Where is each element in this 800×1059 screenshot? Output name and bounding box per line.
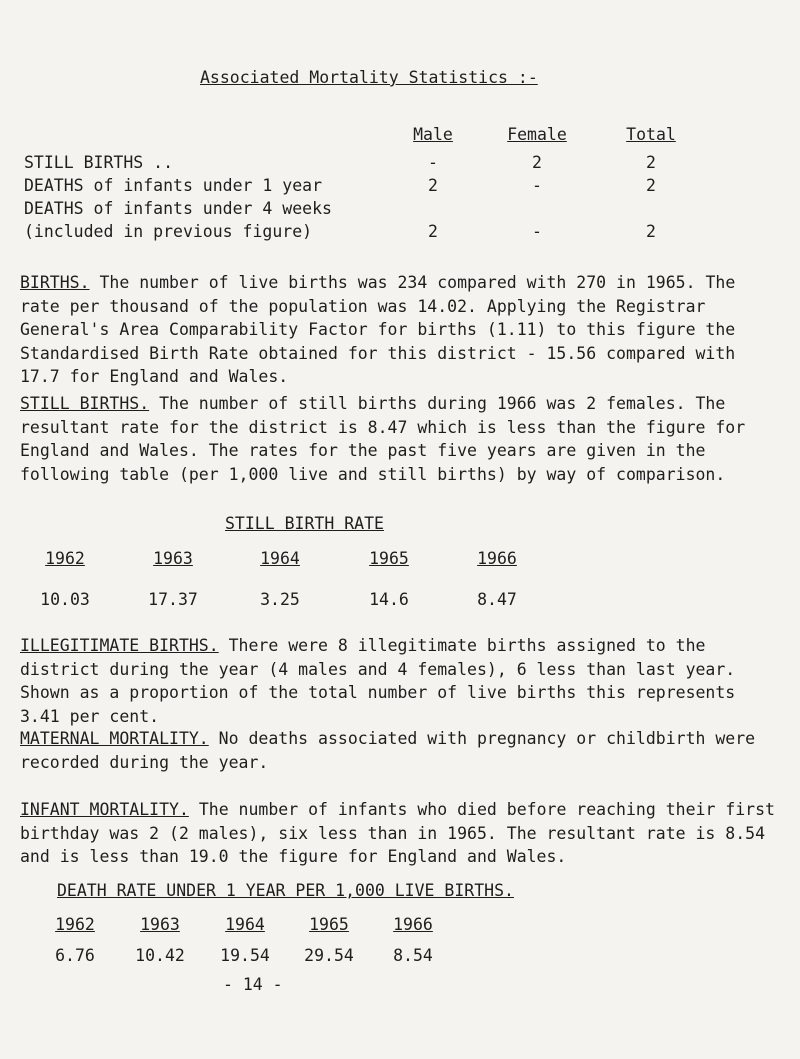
infant-paragraph [20, 798, 780, 869]
row-label: STILL BIRTHS .. [24, 153, 174, 172]
row-label: DEATHS of infants under 4 weeks [24, 199, 332, 218]
year-header: 1965 [309, 915, 349, 934]
illegitimate-paragraph [20, 634, 780, 728]
year-header: 1962 [55, 915, 95, 934]
year-header: 1962 [45, 549, 85, 568]
maternal-text: No deaths associated with pregnancy or childbirth were recorded during the year. [20, 729, 756, 772]
maternal-paragraph [20, 727, 780, 774]
rate-value: 17.37 [148, 590, 198, 609]
illegitimate-text: There were 8 illegitimate births assigned to the district during the year (4 males and 4 females), 6 less than last year. Shown as a proportion of the total number of live births this represents 3.41 per cent. [20, 636, 736, 726]
row-label-note: (included in previous figure) [24, 222, 313, 241]
infant-heading: INFANT MORTALITY. [20, 800, 189, 819]
year-header: 1965 [369, 549, 409, 568]
row-label: DEATHS of infants under 1 year [24, 176, 323, 195]
rate-value: 10.42 [135, 946, 185, 965]
cell-male: 2 [428, 176, 438, 195]
births-paragraph [20, 271, 780, 389]
infant-text: The number of infants who died before reaching their first birthday was 2 (2 males), six less than in 1965. The resultant rate is 8.54 and is less than 19.0 the figure for England and Wales. [20, 800, 775, 866]
header-female: Female [507, 125, 567, 144]
rate-value: 3.25 [260, 590, 300, 609]
maternal-heading: MATERNAL MORTALITY. [20, 729, 209, 748]
rate-value: 14.6 [369, 590, 409, 609]
year-header: 1963 [153, 549, 193, 568]
still-births-text: The number of still births during 1966 was 2 females. The resultant rate for the district is 8.47 which is less than the figure for England and Wales. The rates for the past five years are given in the following table (per 1,000 live and still births) by way of comparison. [20, 394, 746, 484]
rate-value: 8.47 [477, 590, 517, 609]
illegitimate-heading: ILLEGITIMATE BIRTHS. [20, 636, 219, 655]
year-header: 1964 [225, 915, 265, 934]
page-number: - 14 - [223, 975, 283, 994]
year-header: 1966 [477, 549, 517, 568]
births-text: The number of live births was 234 compared with 270 in 1965. The rate per thousand of the population was 14.02. Applying the Registrar General's Area Comparability Factor for births (1.11) to this figure the Standardised Birth Rate obtained for this district - 15.56 compared with 17.7 for England and Wales. [20, 273, 736, 386]
births-heading: BIRTHS. [20, 273, 90, 292]
page-title: Associated Mortality Statistics :- [200, 68, 538, 87]
cell-total: 2 [646, 222, 656, 241]
still-births-paragraph [20, 392, 780, 486]
rate-value: 6.76 [55, 946, 95, 965]
cell-female: - [532, 222, 542, 241]
cell-total: 2 [646, 176, 656, 195]
year-header: 1966 [393, 915, 433, 934]
header-male: Male [413, 125, 453, 144]
year-header: 1963 [140, 915, 180, 934]
year-header: 1964 [260, 549, 300, 568]
cell-male: - [428, 153, 438, 172]
still-birth-rate-title: STILL BIRTH RATE [225, 514, 384, 533]
rate-value: 19.54 [220, 946, 270, 965]
header-total: Total [626, 125, 676, 144]
cell-male: 2 [428, 222, 438, 241]
death-rate-title: DEATH RATE UNDER 1 YEAR PER 1,000 LIVE BIRTHS. [57, 881, 514, 900]
rate-value: 8.54 [393, 946, 433, 965]
rate-value: 29.54 [304, 946, 354, 965]
rate-value: 10.03 [40, 590, 90, 609]
cell-total: 2 [646, 153, 656, 172]
cell-female: - [532, 176, 542, 195]
cell-female: 2 [532, 153, 542, 172]
still-births-heading: STILL BIRTHS. [20, 394, 150, 413]
